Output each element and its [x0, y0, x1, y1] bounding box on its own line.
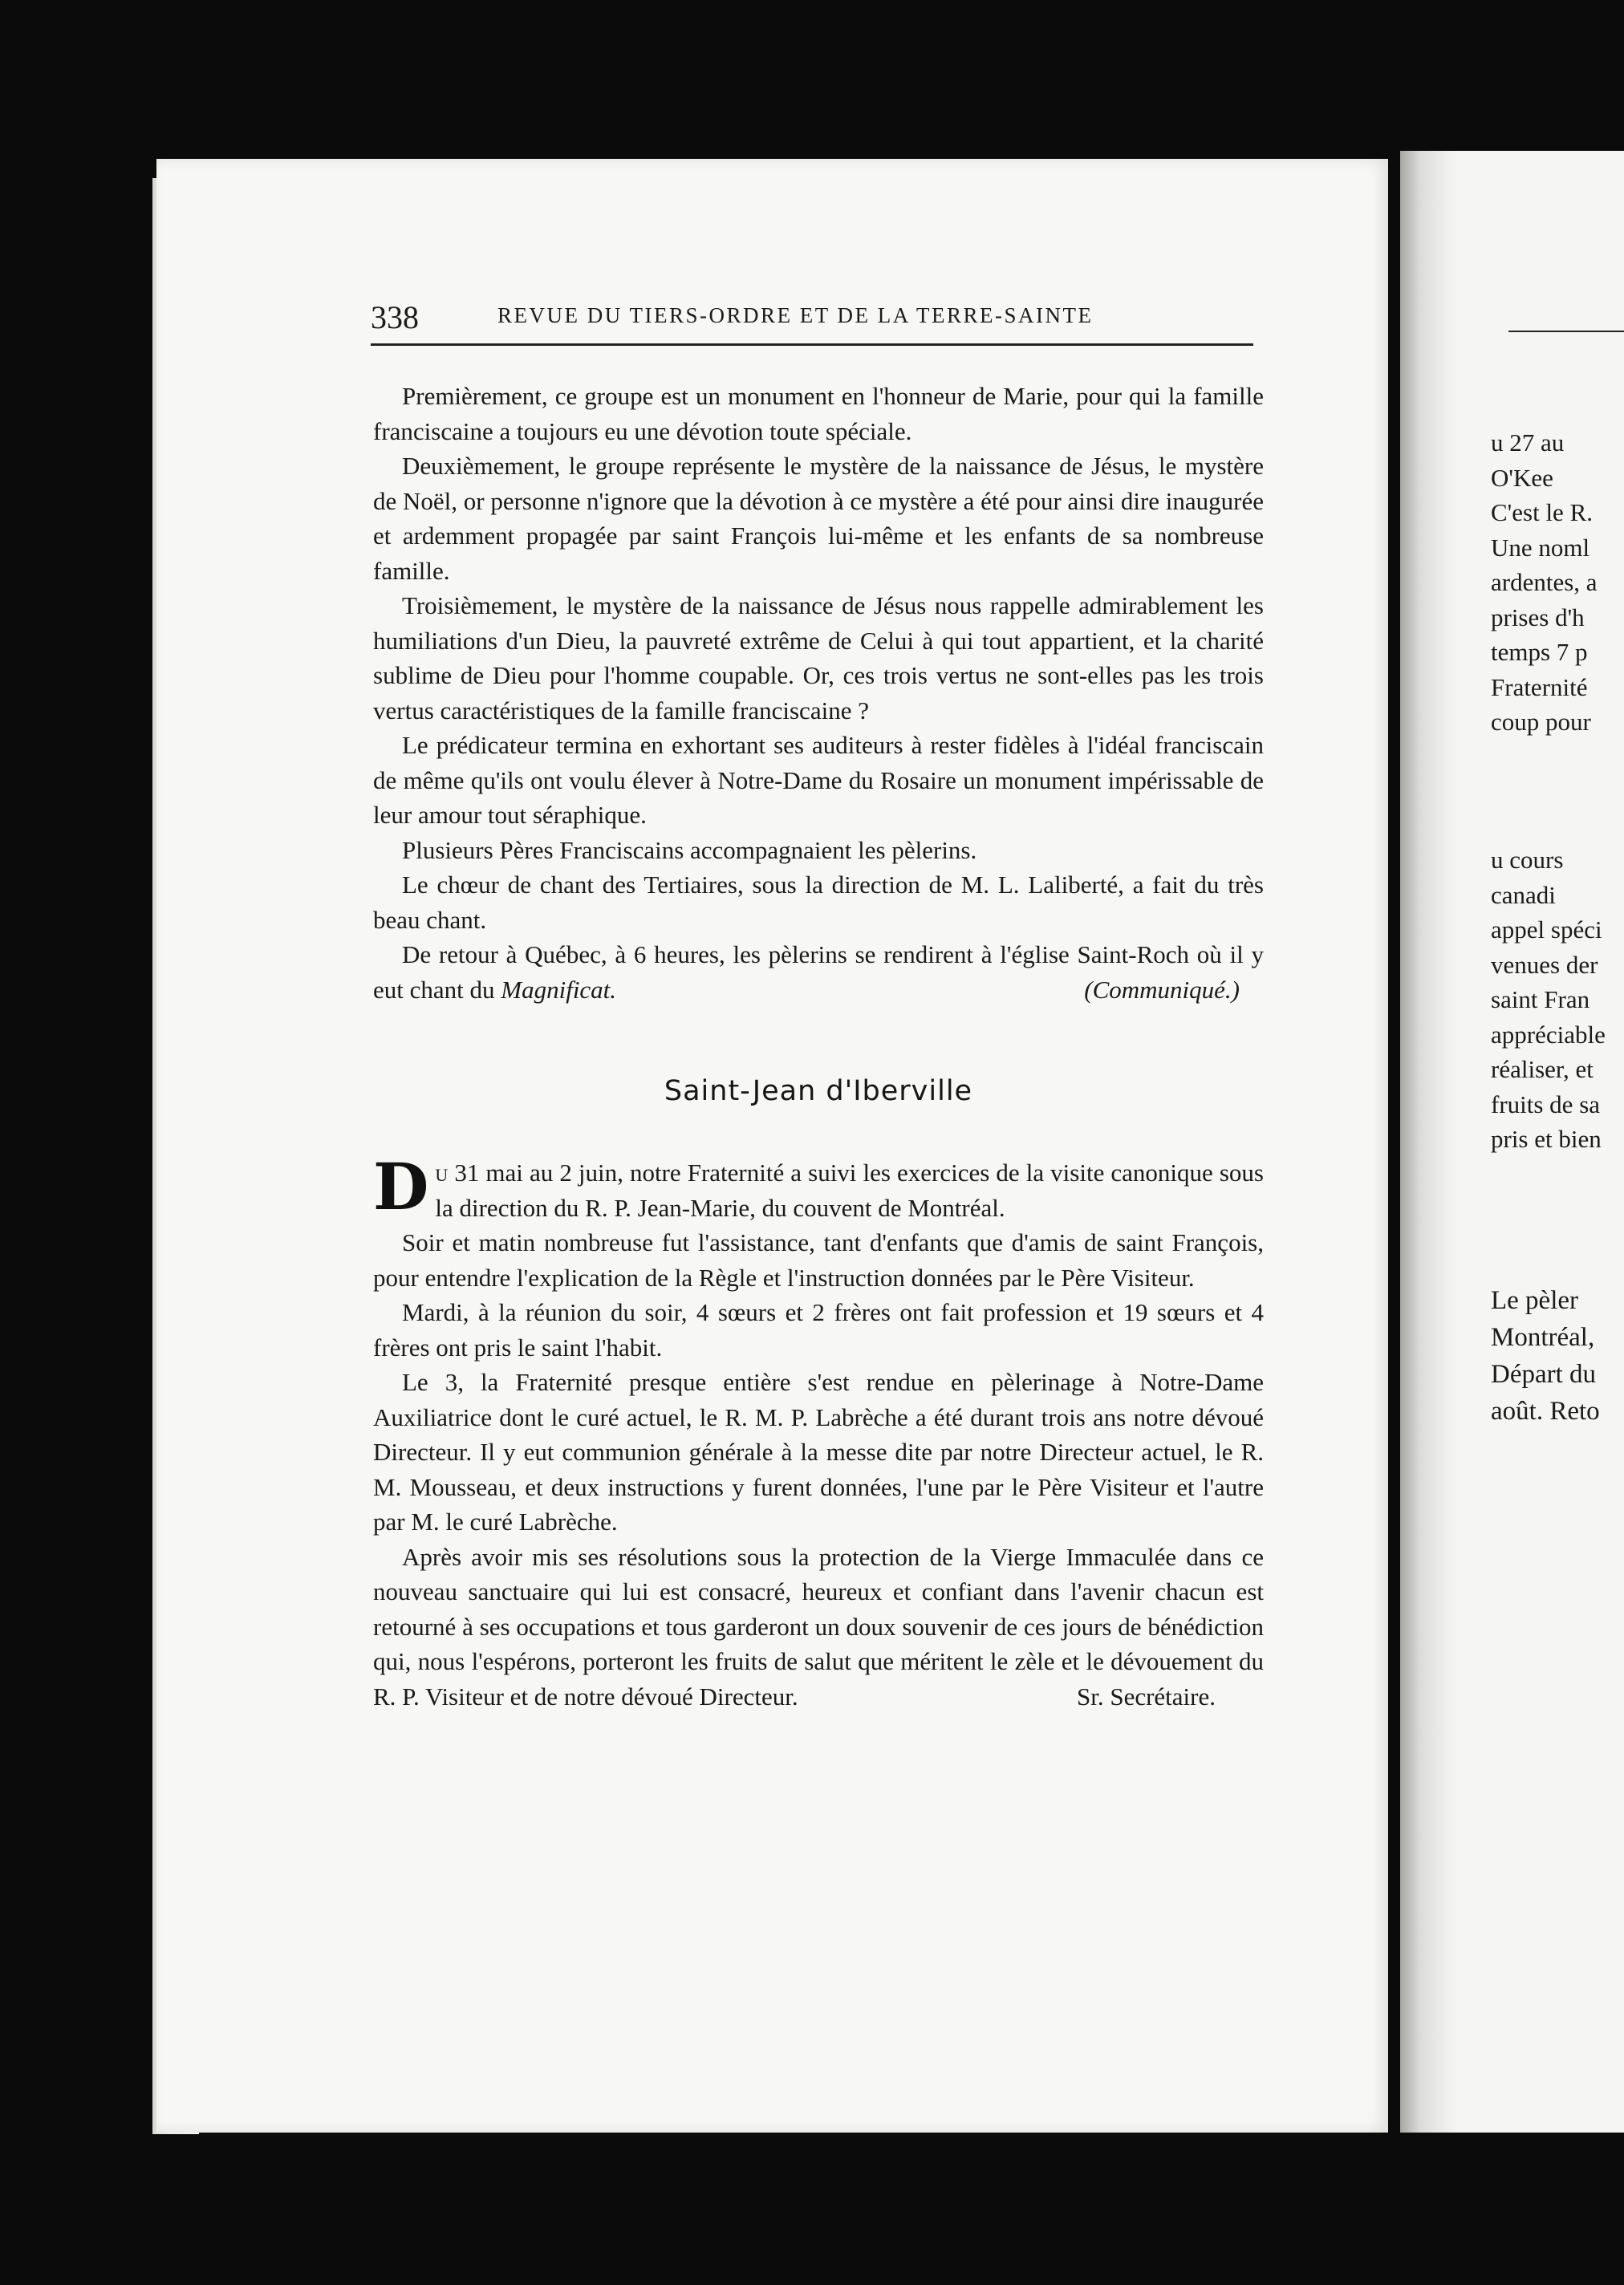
- right-line: prises d'h: [1491, 603, 1585, 631]
- paragraph: Premièrement, ce groupe est un monument en l'honneur de Marie, pour qui la famille franciscaine a toujours eu une dévotion toute spéciale.: [373, 382, 1264, 445]
- section-title: Saint-Jean d'Iberville: [664, 1075, 973, 1107]
- right-line: Montréal,: [1491, 1323, 1595, 1352]
- right-line: venues der: [1491, 950, 1598, 979]
- running-header: [371, 297, 1253, 345]
- running-title: REVUE DU TIERS-ORDRE ET DE LA TERRE-SAINTE: [497, 303, 1094, 327]
- right-line: Le pèler: [1491, 1286, 1579, 1315]
- right-line: appréciable: [1491, 1020, 1606, 1049]
- paragraph-last: [373, 937, 1264, 1007]
- paragraph: Plusieurs Pères Franciscains accompagnaient les pèlerins.: [402, 835, 977, 864]
- right-page-block-3: [1491, 1282, 1624, 1430]
- section-text: [373, 1149, 1264, 1714]
- right-line: pris et bien: [1491, 1125, 1602, 1153]
- paragraph: Troisièmement, le mystère de la naissance de Jésus nous rappelle admirablement les humiliations d'un Dieu, la pauvreté extrême de Celui à qui tout appartient, et la charité sublime de Dieu pour l'homme coupable. Or, ces trois vertus ne sont-elles pas les trois vertus caractéristiques de la famille franciscaine ?: [373, 591, 1264, 724]
- paragraph-last-text: De retour à Québec, à 6 heures, les pèlerins se rendirent à l'église Saint-Roch où il y eut chant du: [373, 940, 1264, 1004]
- right-line: fruits de sa: [1491, 1090, 1601, 1118]
- right-page-block-1: [1491, 425, 1624, 740]
- right-line: Une noml: [1491, 533, 1590, 562]
- paragraph-last-text: Après avoir mis ses résolutions sous la protection de la Vierge Immaculée dans ce nouveau sanctuaire qui lui est consacré, heureux et confiant dans l'avenir chacun est retourné à ses occupations et tous garderont un doux souvenir de ces jours de bénédiction qui, nous l'espérons, porteront les fruits de salut que méritent le zèle et le dévouement du R. P. Visiteur et de notre dévoué Directeur.: [373, 1542, 1264, 1711]
- top-section-text: [373, 379, 1264, 1007]
- right-page-header-rule: [1508, 331, 1624, 332]
- right-line: C'est le R.: [1491, 498, 1593, 526]
- right-line: réaliser, et: [1491, 1055, 1594, 1083]
- dropcap-continuation: u: [435, 1159, 449, 1187]
- first-paragraph-text: 31 mai au 2 juin, notre Fraternité a suivi les exercices de la visite canonique sous la direction du R. P. Jean-Marie, du couvent de Montréal.: [435, 1159, 1264, 1222]
- page-number: 338: [371, 299, 419, 335]
- right-line: saint Fran: [1491, 985, 1590, 1013]
- paragraph: Le chœur de chant des Tertiaires, sous la direction de M. L. Laliberté, a fait du très beau chant.: [373, 871, 1264, 934]
- right-line: u 27 au: [1491, 428, 1565, 457]
- right-line: ardentes, a: [1491, 568, 1598, 596]
- right-line: appel spéci: [1491, 915, 1602, 944]
- dropcap-letter: D: [373, 1149, 429, 1224]
- paragraph: Le 3, la Fraternité presque entière s'est rendue en pèlerinage à Notre-Dame Auxiliatrice dont le curé actuel, le R. M. P. Labrèche a été durant trois ans notre dévoué Directeur. Il y eut communion générale à la messe dite par notre Directeur actuel, le R. M. Mousseau, et deux instructions y furent données, l'une par le Père Visiteur et l'autre par M. le curé Labrèche.: [373, 1368, 1264, 1536]
- signature: Sr. Secrétaire.: [1076, 1682, 1216, 1711]
- right-line: coup pour: [1491, 708, 1591, 736]
- paragraph: Soir et matin nombreuse fut l'assistance, tant d'enfants que d'amis de saint François, pour entendre l'explication de la Règle et l'instruction données par le Père Visiteur.: [373, 1228, 1264, 1292]
- right-line: canadi: [1491, 880, 1556, 909]
- right-line: temps 7 p: [1491, 638, 1588, 666]
- right-line: août. Reto: [1491, 1397, 1600, 1426]
- right-line: O'Kee: [1491, 463, 1553, 492]
- right-line: Fraternité: [1491, 672, 1588, 701]
- paragraph: Mardi, à la réunion du soir, 4 sœurs et 2 frères ont fait profession et 19 sœurs et 4 frères ont pris le saint l'habit.: [373, 1298, 1264, 1362]
- first-paragraph: [373, 1149, 1264, 1225]
- right-page-block-2: [1491, 842, 1624, 1157]
- right-line: Départ du: [1491, 1360, 1597, 1389]
- paragraph-last: [373, 1540, 1264, 1715]
- attribution: (Communiqué.): [1084, 975, 1240, 1004]
- magnificat-italic: Magnificat.: [501, 975, 617, 1004]
- right-line: u cours: [1491, 846, 1564, 874]
- paragraph: Deuxièmement, le groupe représente le mystère de la naissance de Jésus, le mystère de Noël, or personne n'ignore que la dévotion à ce mystère a été pour ainsi dire inaugurée et ardemment propagée par saint François lui-même et les enfants de sa nombreuse famille.: [373, 452, 1264, 585]
- paragraph: Le prédicateur termina en exhortant ses auditeurs à rester fidèles à l'idéal franciscain de même qu'ils ont voulu élever à Notre-Dame du Rosaire un monument impérissable de leur amour tout séraphique.: [373, 731, 1264, 829]
- header-rule: [371, 343, 1253, 346]
